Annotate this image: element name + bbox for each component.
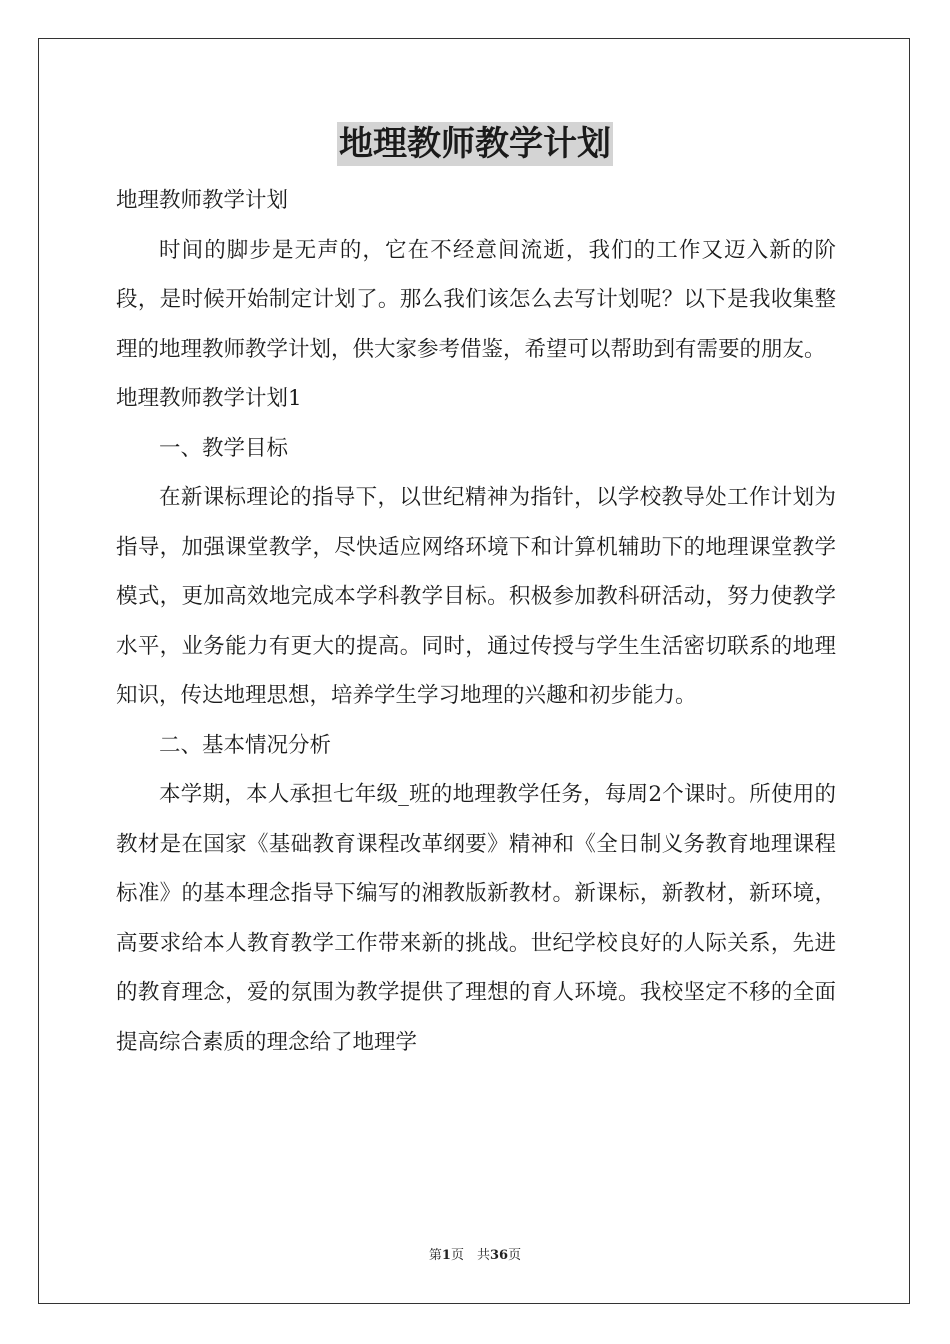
section-heading: 地理教师教学计划1 <box>116 386 302 411</box>
title-container <box>0 122 950 166</box>
sub-heading: 一、教学目标 <box>159 435 289 461</box>
footer-prefix: 第 <box>428 1248 442 1263</box>
total-page-number: 36 <box>489 1248 509 1263</box>
footer-mid: 页 共 <box>450 1248 490 1263</box>
sub-heading: 二、基本情况分析 <box>159 732 332 758</box>
document-body <box>116 176 836 1067</box>
page-footer <box>0 1244 950 1263</box>
document-title: 地理教师教学计划 <box>339 124 611 164</box>
paragraph: 时间的脚步是无声的，它在不经意间流逝，我们的工作又迈入新的阶段，是时候开始制定计划了。那么我们该怎么去写计划呢？以下是我收集整理的地理教师教学计划，供大家参考借鉴，希望可以帮助到有需要的朋友。 <box>116 237 836 362</box>
paragraph: 地理教师教学计划 <box>116 188 289 213</box>
paragraph: 在新课标理论的指导下，以世纪精神为指针，以学校教导处工作计划为指导，加强课堂教学，尽快适应网络环境下和计算机辅助下的地理课堂教学模式，更加高效地完成本学科教学目标。积极参加教科研活动，努力使教学水平，业务能力有更大的提高。同时，通过传授与学生生活密切联系的地理知识，传达地理思想，培养学生学习地理的兴趣和初步能力。 <box>116 485 836 708</box>
footer-suffix: 页 <box>508 1248 522 1263</box>
current-page-number: 1 <box>441 1248 451 1263</box>
paragraph: 本学期，本人承担七年级_班的地理教学任务，每周2个课时。所使用的教材是在国家《基础教育课程改革纲要》精神和《全日制义务教育地理课程标准》的基本理念指导下编写的湘教版新教材。新课标，新教材，新环境，高要求给本人教育教学工作带来新的挑战。世纪学校良好的人际关系，先进的教育理念，爱的氛围为教学提供了理想的育人环境。我校坚定不移的全面提高综合素质的理念给了地理学 <box>116 782 836 1055</box>
